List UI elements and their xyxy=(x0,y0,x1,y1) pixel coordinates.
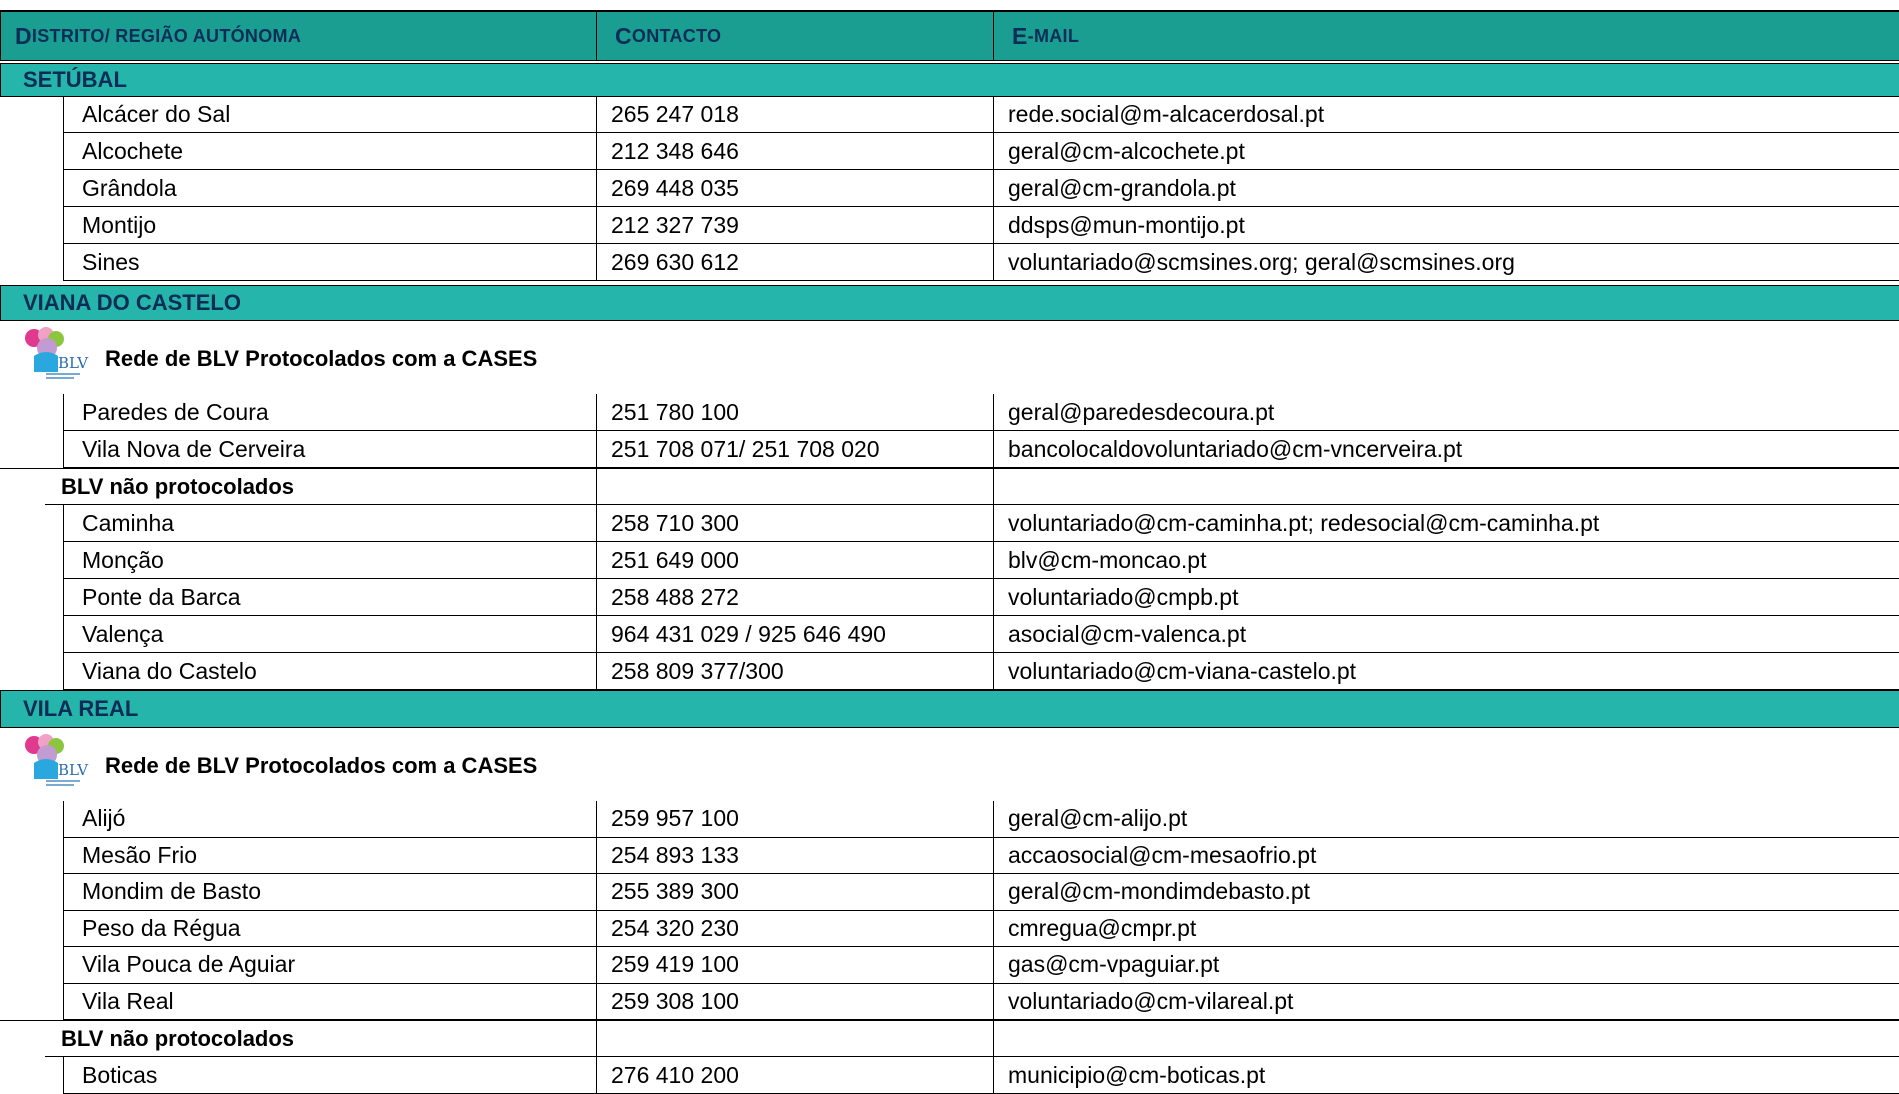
rede-label: Rede de BLV Protocolados com a CASES xyxy=(105,346,538,371)
table-row xyxy=(0,653,1899,690)
blv-logo-text: BLV xyxy=(58,354,89,372)
contact-cell: 964 431 029 / 925 646 490 xyxy=(596,616,993,653)
email-cell: voluntariado@cm-viana-castelo.pt xyxy=(993,653,1899,690)
municipality-cell: Alcochete xyxy=(63,133,596,170)
municipality-cell: Valença xyxy=(63,616,596,653)
table-row xyxy=(0,874,1899,911)
header-contact-initial: C xyxy=(615,22,632,49)
header-email xyxy=(993,12,1899,60)
email-cell: geral@cm-mondimdebasto.pt xyxy=(993,874,1899,911)
email-cell: asocial@cm-valenca.pt xyxy=(993,616,1899,653)
email-cell: geral@paredesdecoura.pt xyxy=(993,394,1899,431)
empty-cell xyxy=(993,1021,1899,1057)
contact-cell: 251 780 100 xyxy=(596,394,993,431)
table-row xyxy=(0,431,1899,468)
email-cell: cmregua@cmpr.pt xyxy=(993,911,1899,948)
contact-cell: 254 320 230 xyxy=(596,911,993,948)
table-row xyxy=(0,133,1899,170)
municipality-cell: Montijo xyxy=(63,207,596,244)
email-cell: ddsps@mun-montijo.pt xyxy=(993,207,1899,244)
district-name: SETÚBAL xyxy=(0,64,1899,96)
contact-cell: 258 488 272 xyxy=(596,579,993,616)
rede-protocolados-viana xyxy=(0,320,1899,385)
table-header xyxy=(0,10,1899,61)
district-row-setubal xyxy=(0,63,1899,97)
email-cell: rede.social@m-alcacerdosal.pt xyxy=(993,96,1899,133)
empty-cell xyxy=(993,469,1899,505)
email-cell: accaosocial@cm-mesaofrio.pt xyxy=(993,838,1899,875)
email-cell: bancolocaldovoluntariado@cm-vncerveira.pt xyxy=(993,431,1899,468)
contact-cell: 258 710 300 xyxy=(596,505,993,542)
empty-cell xyxy=(596,469,993,505)
district-name: VIANA DO CASTELO xyxy=(0,286,1899,320)
municipality-cell: Vila Nova de Cerveira xyxy=(63,431,596,468)
contact-cell: 212 327 739 xyxy=(596,207,993,244)
contact-cell: 254 893 133 xyxy=(596,838,993,875)
municipality-cell: Mondim de Basto xyxy=(63,874,596,911)
nao-protocolados-label: BLV não protocolados xyxy=(45,1021,596,1057)
contact-cell: 251 649 000 xyxy=(596,542,993,579)
empty-cell xyxy=(596,1021,993,1057)
contact-cell: 259 957 100 xyxy=(596,801,993,838)
rede-protocolados-vilareal xyxy=(0,727,1899,792)
district-name: VILA REAL xyxy=(0,691,1899,727)
blv-logo-text: BLV xyxy=(58,761,89,779)
table-row xyxy=(0,838,1899,875)
contact-cell: 258 809 377/300 xyxy=(596,653,993,690)
table-row xyxy=(0,984,1899,1021)
email-cell: voluntariado@cmpb.pt xyxy=(993,579,1899,616)
email-cell: gas@cm-vpaguiar.pt xyxy=(993,947,1899,984)
contact-cell: 269 448 035 xyxy=(596,170,993,207)
municipality-cell: Boticas xyxy=(63,1057,596,1094)
municipality-cell: Alijó xyxy=(63,801,596,838)
table-row xyxy=(0,244,1899,281)
table-row xyxy=(0,616,1899,653)
table-row xyxy=(0,947,1899,984)
contact-cell: 265 247 018 xyxy=(596,96,993,133)
table-row xyxy=(0,96,1899,133)
contact-cell: 259 419 100 xyxy=(596,947,993,984)
nao-protocolados-label: BLV não protocolados xyxy=(45,469,596,505)
contact-cell: 212 348 646 xyxy=(596,133,993,170)
municipality-cell: Vila Real xyxy=(63,984,596,1021)
blv-logo xyxy=(20,326,89,382)
table-row xyxy=(0,542,1899,579)
municipality-cell: Sines xyxy=(63,244,596,281)
municipality-cell: Viana do Castelo xyxy=(63,653,596,690)
contact-cell: 255 389 300 xyxy=(596,874,993,911)
municipality-cell: Ponte da Barca xyxy=(63,579,596,616)
header-email-initial: E xyxy=(1012,22,1028,49)
municipality-cell: Peso da Régua xyxy=(63,911,596,948)
municipality-cell: Paredes de Coura xyxy=(63,394,596,431)
email-cell: municipio@cm-boticas.pt xyxy=(993,1057,1899,1094)
rede-label: Rede de BLV Protocolados com a CASES xyxy=(105,753,538,778)
nao-protocolados-row xyxy=(0,468,1899,505)
header-district xyxy=(0,12,596,60)
header-contact xyxy=(596,12,993,60)
table-row xyxy=(0,505,1899,542)
municipality-cell: Monção xyxy=(63,542,596,579)
table-row xyxy=(0,394,1899,431)
email-cell: voluntariado@cm-caminha.pt; redesocial@cm-caminha.pt xyxy=(993,505,1899,542)
table-row xyxy=(0,911,1899,948)
table-row xyxy=(0,207,1899,244)
municipality-cell: Mesão Frio xyxy=(63,838,596,875)
contact-cell: 276 410 200 xyxy=(596,1057,993,1094)
email-cell: geral@cm-grandola.pt xyxy=(993,170,1899,207)
blv-logo xyxy=(20,733,89,789)
table-row xyxy=(0,801,1899,838)
header-district-rest: ISTRITO/ REGIÃO AUTÓNOMA xyxy=(31,25,302,46)
header-district-initial: D xyxy=(15,22,32,49)
header-contact-rest: ONTACTO xyxy=(631,25,722,46)
table-row xyxy=(0,1057,1899,1094)
email-cell: geral@cm-alijo.pt xyxy=(993,801,1899,838)
municipality-cell: Alcácer do Sal xyxy=(63,96,596,133)
municipality-cell: Grândola xyxy=(63,170,596,207)
district-row-viana xyxy=(0,285,1899,321)
email-cell: blv@cm-moncao.pt xyxy=(993,542,1899,579)
nao-protocolados-row xyxy=(0,1020,1899,1057)
email-cell: voluntariado@scmsines.org; geral@scmsines.org xyxy=(993,244,1899,281)
table-row xyxy=(0,579,1899,616)
contact-cell: 269 630 612 xyxy=(596,244,993,281)
contact-cell: 251 708 071/ 251 708 020 xyxy=(596,431,993,468)
table-row xyxy=(0,170,1899,207)
district-row-vilareal xyxy=(0,690,1899,728)
contact-cell: 259 308 100 xyxy=(596,984,993,1021)
municipality-cell: Vila Pouca de Aguiar xyxy=(63,947,596,984)
email-cell: voluntariado@cm-vilareal.pt xyxy=(993,984,1899,1021)
email-cell: geral@cm-alcochete.pt xyxy=(993,133,1899,170)
municipality-cell: Caminha xyxy=(63,505,596,542)
header-email-rest: -MAIL xyxy=(1027,25,1080,46)
